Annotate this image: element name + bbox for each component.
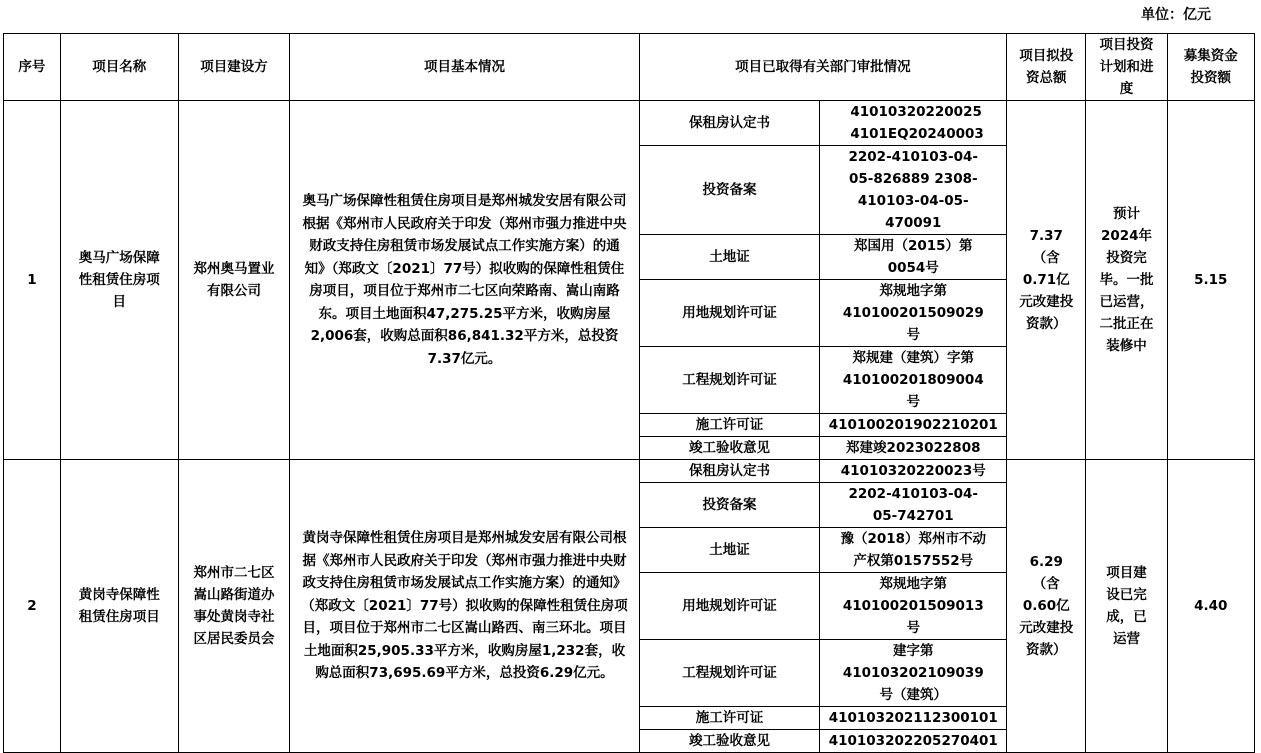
approval-label: 保租房认定书 [639, 460, 820, 483]
header-total-invest: 项目拟投资总额 [1007, 34, 1086, 101]
header-raised: 募集资金投资额 [1167, 34, 1254, 101]
approval-value: 2202-410103-04-05-742701 [820, 483, 1007, 528]
approval-label: 工程规划许可证 [639, 640, 820, 707]
row-builder: 郑州市二七区嵩山路街道办事处黄岗寺社区居民委员会 [178, 460, 290, 753]
row-basic-info: 奥马广场保障性租赁住房项目是郑州城发安居有限公司根据《郑州市人民政府关于印发（郑州市强力推进中央财政支持住房租赁市场发展试点工作实施方案）的通知》（郑政文〔2021〕77号）拟收购的保障性租赁住房项目，项目位于郑州市二七区向荣路南、嵩山南路东。项目土地面积47,275.25平方米，收购房屋2,006套，收购总面积86,841.32平方米，总投资7.37亿元。 [290, 101, 639, 460]
approval-label: 土地证 [639, 235, 820, 280]
approval-label: 投资备案 [639, 483, 820, 528]
approval-label: 保租房认定书 [639, 101, 820, 146]
approval-label: 施工许可证 [639, 414, 820, 437]
approval-value: 郑建竣2023022808 [820, 437, 1007, 460]
header-row [4, 34, 1255, 101]
row-builder: 郑州奥马置业有限公司 [178, 101, 290, 460]
approval-value: 41010320220025 4101EQ20240003 [820, 101, 1007, 146]
approval-label: 竣工验收意见 [639, 437, 820, 460]
approval-value: 410103202112300101 [820, 707, 1007, 730]
header-approvals: 项目已取得有关部门审批情况 [639, 34, 1007, 101]
approval-value: 2202-410103-04-05-826889 2308-410103-04-05-470091 [820, 146, 1007, 235]
approval-label: 施工许可证 [639, 707, 820, 730]
row-plan: 预计2024年投资完毕。一批已运营，二批正在装修中 [1086, 101, 1167, 460]
row-plan: 项目建设已完成，已运营 [1086, 460, 1167, 753]
header-name: 项目名称 [60, 34, 178, 101]
approval-label: 工程规划许可证 [639, 347, 820, 414]
approval-value: 豫（2018）郑州市不动产权第0157552号 [820, 528, 1007, 573]
approval-value: 郑规地字第410100201509029号 [820, 280, 1007, 347]
approval-label: 竣工验收意见 [639, 730, 820, 753]
unit-note: 单位：亿元 [1141, 7, 1211, 23]
approval-value: 郑规地字第410100201509013号 [820, 573, 1007, 640]
approval-value: 郑规建（建筑）字第410100201809004号 [820, 347, 1007, 414]
header-builder: 项目建设方 [178, 34, 290, 101]
row-project-name: 奥马广场保障性租赁住房项目 [60, 101, 178, 460]
approval-value: 410100201902210201 [820, 414, 1007, 437]
row-raised: 4.40 [1167, 460, 1254, 753]
row-seq: 2 [4, 460, 61, 753]
header-seq: 序号 [4, 34, 61, 101]
approval-label: 土地证 [639, 528, 820, 573]
approval-value: 郑国用（2015）第0054号 [820, 235, 1007, 280]
approval-label: 投资备案 [639, 146, 820, 235]
row-basic-info: 黄岗寺保障性租赁住房项目是郑州城发安居有限公司根据《郑州市人民政府关于印发（郑州市强力推进中央财政支持住房租赁市场发展试点工作实施方案）的通知》（郑政文〔2021〕77号）拟收购的保障性租赁住房项目，项目位于郑州市二七区嵩山路西、南三环北。项目土地面积25,905.33平方米，收购房屋1,232套，收购总面积73,695.69平方米，总投资6.29亿元。 [290, 460, 639, 753]
project-table [3, 33, 1255, 753]
approval-value: 410103202205270401 [820, 730, 1007, 753]
row-total-invest: 6.29（含0.60亿元改建投资款） [1007, 460, 1086, 753]
approval-label: 用地规划许可证 [639, 573, 820, 640]
approval-value: 41010320220023号 [820, 460, 1007, 483]
table-row [4, 460, 1255, 483]
approval-value: 建字第410103202109039号（建筑） [820, 640, 1007, 707]
table-row [4, 101, 1255, 146]
row-project-name: 黄岗寺保障性租赁住房项目 [60, 460, 178, 753]
approval-label: 用地规划许可证 [639, 280, 820, 347]
row-seq: 1 [4, 101, 61, 460]
row-raised: 5.15 [1167, 101, 1254, 460]
row-total-invest: 7.37（含0.71亿元改建投资款） [1007, 101, 1086, 460]
header-basic: 项目基本情况 [290, 34, 639, 101]
header-plan: 项目投资计划和进度 [1086, 34, 1167, 101]
